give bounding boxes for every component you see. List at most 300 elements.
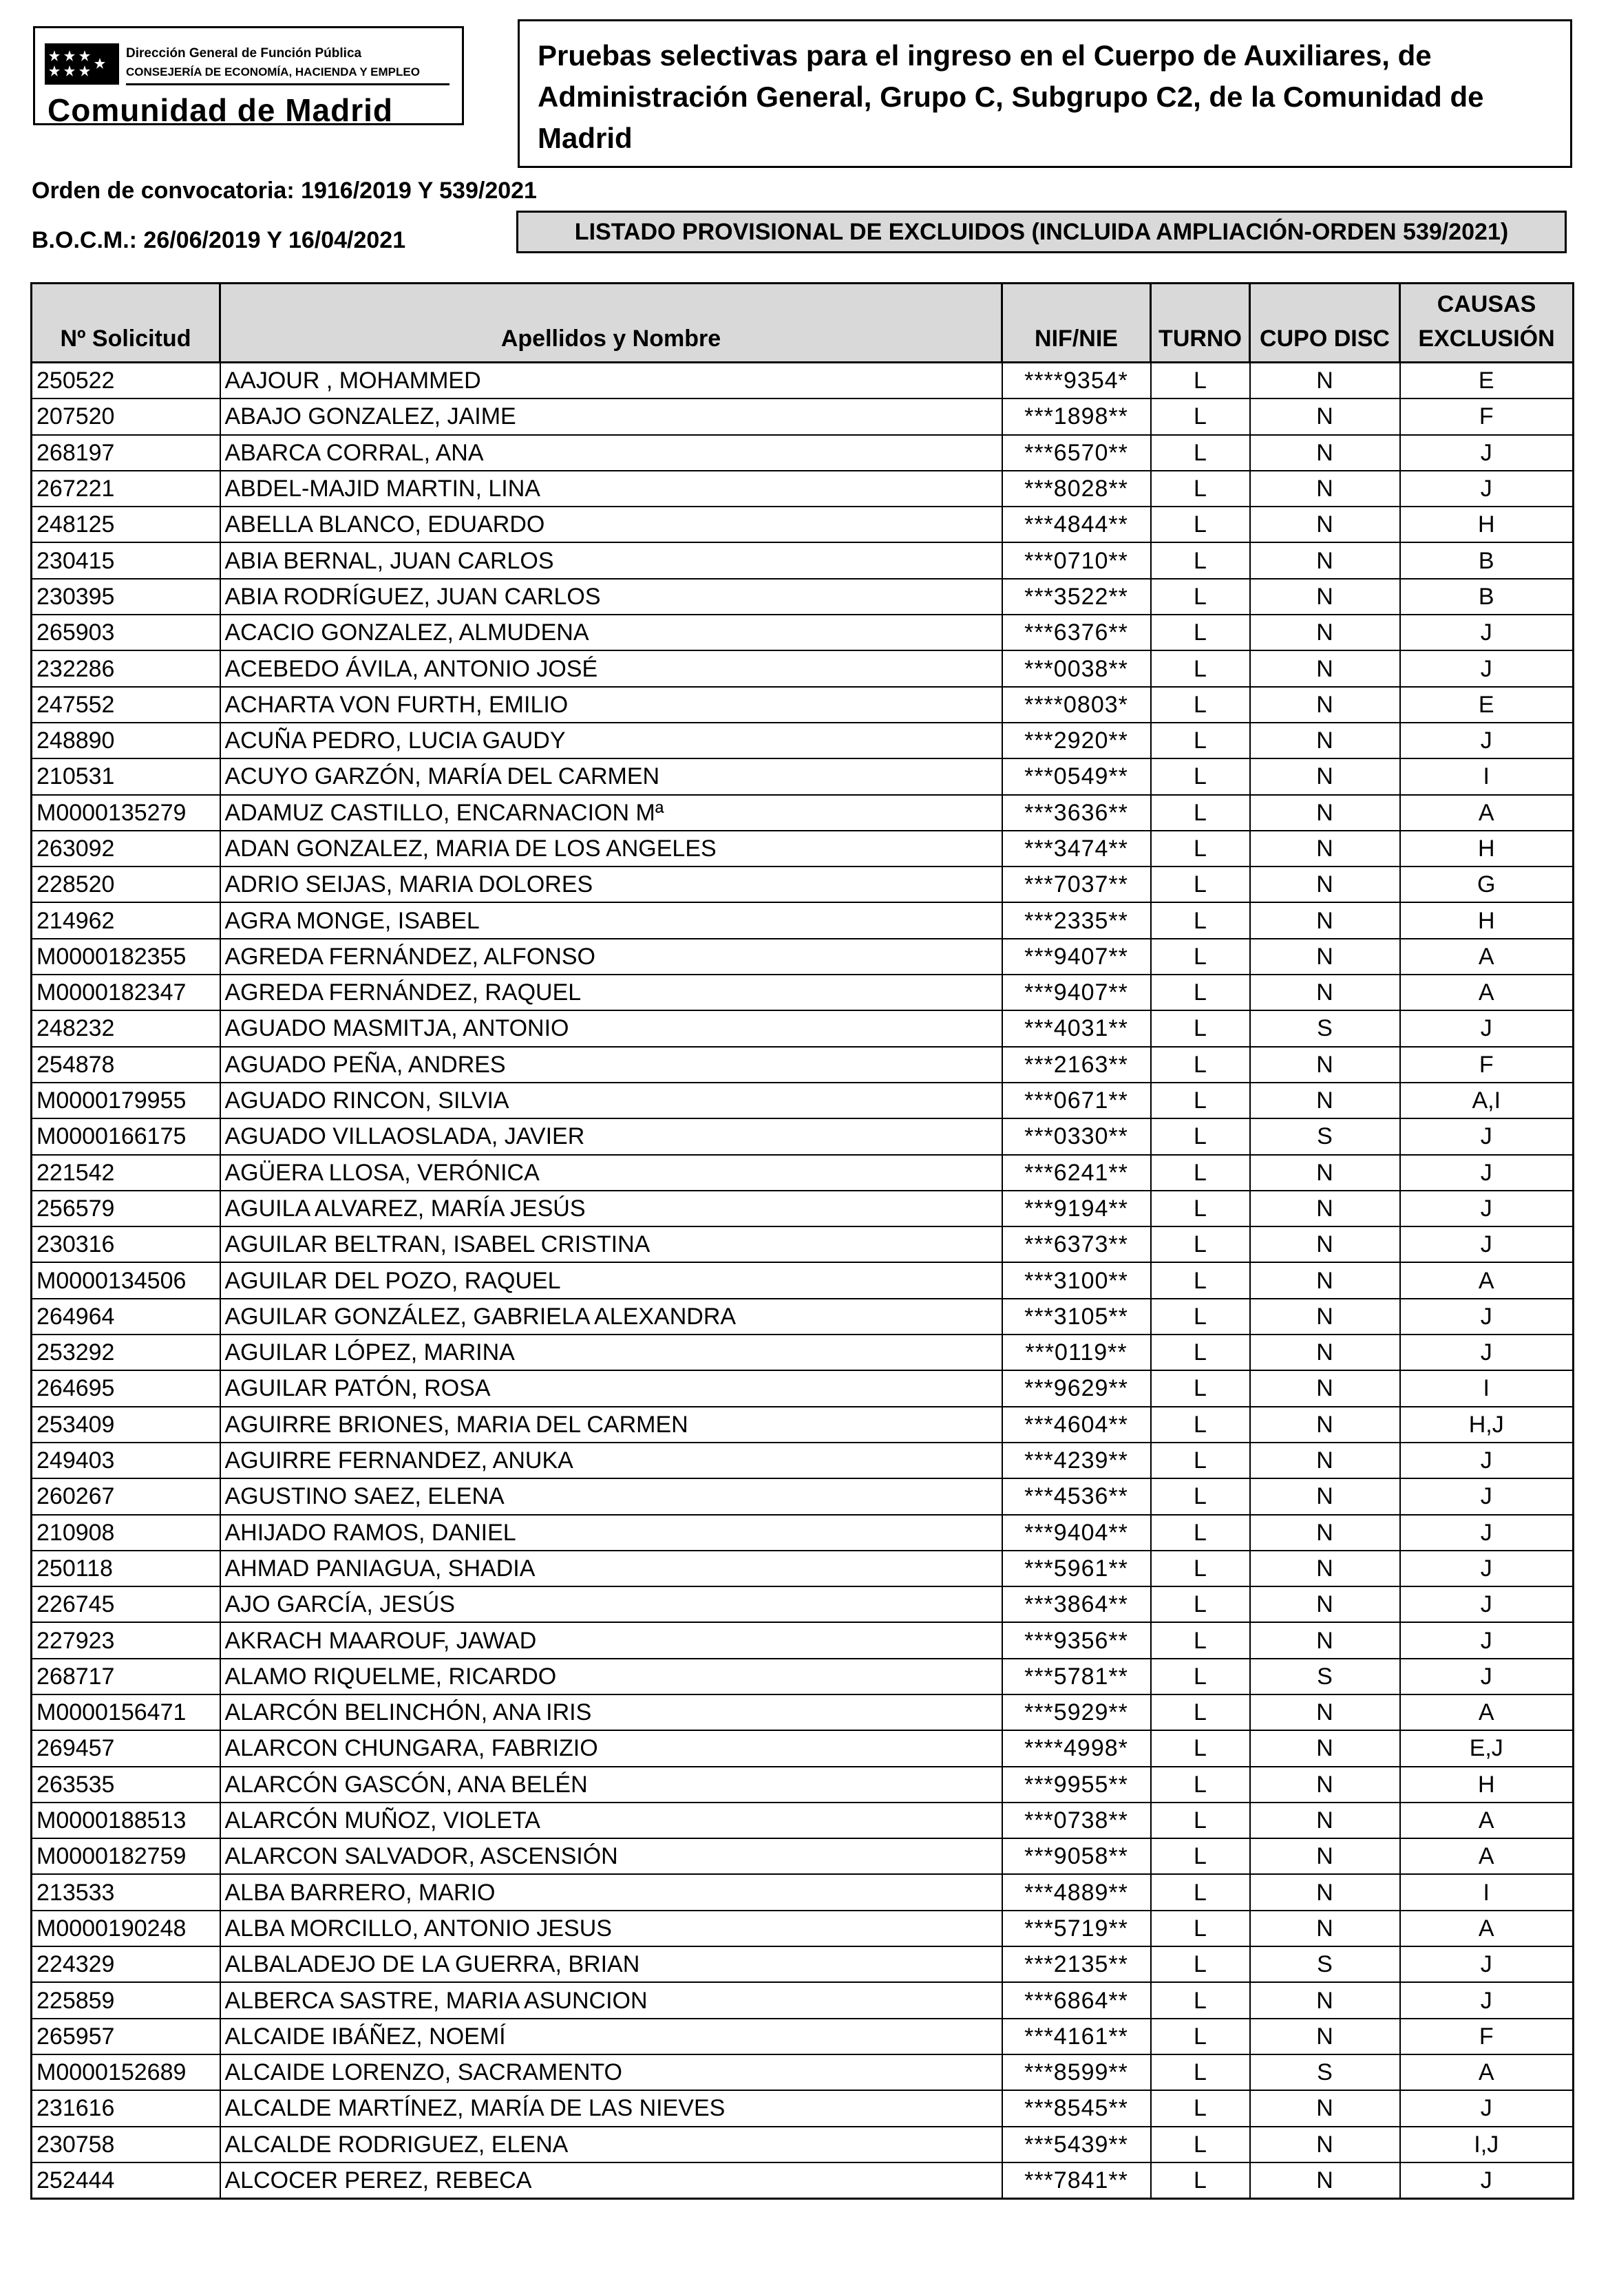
cell-nif: ***5781** bbox=[1002, 1659, 1151, 1694]
cell-solicitud: 249403 bbox=[32, 1443, 220, 1478]
cell-turno: L bbox=[1151, 1335, 1250, 1370]
cell-turno: L bbox=[1151, 650, 1250, 686]
cell-causa: J bbox=[1400, 650, 1574, 686]
cell-nombre: AGUADO PEÑA, ANDRES bbox=[220, 1047, 1002, 1083]
cell-nif: ****4998* bbox=[1002, 1730, 1151, 1766]
cell-turno: L bbox=[1151, 1299, 1250, 1335]
cell-nombre: ACUÑA PEDRO, LUCIA GAUDY bbox=[220, 723, 1002, 758]
cell-turno: L bbox=[1151, 1515, 1250, 1551]
cell-turno: L bbox=[1151, 1478, 1250, 1514]
cell-causa: A bbox=[1400, 1838, 1574, 1874]
header-nombre: Apellidos y Nombre bbox=[220, 284, 1002, 363]
cell-turno: L bbox=[1151, 1443, 1250, 1478]
cell-turno: L bbox=[1151, 1407, 1250, 1443]
table-row bbox=[32, 1010, 1574, 1046]
logo-direccion: Dirección General de Función Pública bbox=[126, 46, 362, 61]
cell-solicitud: 225859 bbox=[32, 1982, 220, 2018]
cell-nif: ***4889** bbox=[1002, 1874, 1151, 1910]
cell-causa: J bbox=[1400, 1515, 1574, 1551]
cell-causa: A bbox=[1400, 1694, 1574, 1730]
cell-causa: J bbox=[1400, 1443, 1574, 1478]
cell-solicitud: 230415 bbox=[32, 542, 220, 578]
table-row bbox=[32, 507, 1574, 542]
cell-causa: J bbox=[1400, 1335, 1574, 1370]
cell-cupo: N bbox=[1250, 1443, 1400, 1478]
table-row bbox=[32, 2162, 1574, 2199]
table-row bbox=[32, 2090, 1574, 2126]
cell-turno: L bbox=[1151, 723, 1250, 758]
cell-nombre: ACUYO GARZÓN, MARÍA DEL CARMEN bbox=[220, 758, 1002, 794]
cell-nif: ***9407** bbox=[1002, 939, 1151, 975]
cell-solicitud: 263092 bbox=[32, 831, 220, 867]
cell-nif: ***2920** bbox=[1002, 723, 1151, 758]
cell-causa: F bbox=[1400, 1047, 1574, 1083]
cell-cupo: N bbox=[1250, 1262, 1400, 1298]
cell-nif: ***3105** bbox=[1002, 1299, 1151, 1335]
cell-nif: ***4161** bbox=[1002, 2019, 1151, 2054]
cell-turno: L bbox=[1151, 795, 1250, 831]
cell-cupo: N bbox=[1250, 1911, 1400, 1946]
table-row bbox=[32, 1407, 1574, 1443]
cell-nif: ***9356** bbox=[1002, 1622, 1151, 1658]
cell-turno: L bbox=[1151, 1262, 1250, 1298]
cell-solicitud: 253409 bbox=[32, 1407, 220, 1443]
cell-nif: ***3100** bbox=[1002, 1262, 1151, 1298]
cell-cupo: N bbox=[1250, 1551, 1400, 1586]
cell-nombre: ABIA RODRÍGUEZ, JUAN CARLOS bbox=[220, 579, 1002, 615]
cell-causa: G bbox=[1400, 867, 1574, 902]
cell-turno: L bbox=[1151, 867, 1250, 902]
cell-nif: ***6376** bbox=[1002, 615, 1151, 650]
cell-solicitud: 210908 bbox=[32, 1515, 220, 1551]
cell-nif: ***2335** bbox=[1002, 902, 1151, 938]
cell-nif: ***8599** bbox=[1002, 2054, 1151, 2090]
cell-nombre: ADAN GONZALEZ, MARIA DE LOS ANGELES bbox=[220, 831, 1002, 867]
cell-cupo: N bbox=[1250, 939, 1400, 975]
cell-turno: L bbox=[1151, 1911, 1250, 1946]
cell-nombre: AGRA MONGE, ISABEL bbox=[220, 902, 1002, 938]
cell-nif: ***9404** bbox=[1002, 1515, 1151, 1551]
cell-nombre: AGREDA FERNÁNDEZ, RAQUEL bbox=[220, 975, 1002, 1010]
cell-cupo: N bbox=[1250, 1586, 1400, 1622]
cell-nombre: AKRACH MAAROUF, JAWAD bbox=[220, 1622, 1002, 1658]
header-turno: TURNO bbox=[1151, 284, 1250, 363]
cell-nif: ****9354* bbox=[1002, 363, 1151, 399]
table-row bbox=[32, 1982, 1574, 2018]
cell-causa: H,J bbox=[1400, 1407, 1574, 1443]
cell-nif: ***7841** bbox=[1002, 2162, 1151, 2199]
table-row bbox=[32, 1586, 1574, 1622]
cell-causa: J bbox=[1400, 1946, 1574, 1982]
cell-turno: L bbox=[1151, 1694, 1250, 1730]
cell-nif: ***6373** bbox=[1002, 1226, 1151, 1262]
cell-turno: L bbox=[1151, 1118, 1250, 1154]
cell-nif: ***2163** bbox=[1002, 1047, 1151, 1083]
cell-solicitud: 231616 bbox=[32, 2090, 220, 2126]
cell-solicitud: 265957 bbox=[32, 2019, 220, 2054]
cell-nombre: AHMAD PANIAGUA, SHADIA bbox=[220, 1551, 1002, 1586]
table-row bbox=[32, 1335, 1574, 1370]
cell-nif: ***5961** bbox=[1002, 1551, 1151, 1586]
cell-nif: ***6241** bbox=[1002, 1155, 1151, 1191]
cell-cupo: N bbox=[1250, 1155, 1400, 1191]
cell-solicitud: 254878 bbox=[32, 1047, 220, 1083]
cell-nif: ***2135** bbox=[1002, 1946, 1151, 1982]
cell-turno: L bbox=[1151, 2054, 1250, 2090]
cell-nif: ***3474** bbox=[1002, 831, 1151, 867]
cell-turno: L bbox=[1151, 2162, 1250, 2199]
cell-solicitud: M0000179955 bbox=[32, 1083, 220, 1118]
cell-nombre: ALBA BARRERO, MARIO bbox=[220, 1874, 1002, 1910]
cell-causa: J bbox=[1400, 1659, 1574, 1694]
cell-nombre: ALCAIDE IBÁÑEZ, NOEMÍ bbox=[220, 2019, 1002, 2054]
cell-solicitud: 207520 bbox=[32, 398, 220, 434]
cell-nif: ***0671** bbox=[1002, 1083, 1151, 1118]
table-row bbox=[32, 2127, 1574, 2162]
cell-nombre: ACACIO GONZALEZ, ALMUDENA bbox=[220, 615, 1002, 650]
table-row bbox=[32, 723, 1574, 758]
cell-cupo: N bbox=[1250, 2090, 1400, 2126]
cell-cupo: N bbox=[1250, 542, 1400, 578]
cell-turno: L bbox=[1151, 615, 1250, 650]
cell-causa: E bbox=[1400, 363, 1574, 399]
cell-cupo: N bbox=[1250, 1335, 1400, 1370]
cell-turno: L bbox=[1151, 363, 1250, 399]
cell-turno: L bbox=[1151, 542, 1250, 578]
cell-turno: L bbox=[1151, 2019, 1250, 2054]
cell-causa: J bbox=[1400, 1982, 1574, 2018]
cell-turno: L bbox=[1151, 1946, 1250, 1982]
cell-causa: J bbox=[1400, 1586, 1574, 1622]
cell-turno: L bbox=[1151, 1659, 1250, 1694]
cell-nif: ***7037** bbox=[1002, 867, 1151, 902]
cell-nif: ***6864** bbox=[1002, 1982, 1151, 2018]
cell-causa: A bbox=[1400, 1262, 1574, 1298]
listado-title: LISTADO PROVISIONAL DE EXCLUIDOS (INCLUIDA AMPLIACIÓN-ORDEN 539/2021) bbox=[516, 211, 1567, 253]
cell-solicitud: 252444 bbox=[32, 2162, 220, 2199]
header-cupo: CUPO DISC bbox=[1250, 284, 1400, 363]
cell-cupo: N bbox=[1250, 1226, 1400, 1262]
table-row bbox=[32, 687, 1574, 723]
cell-nif: ***6570** bbox=[1002, 435, 1151, 471]
cell-solicitud: 224329 bbox=[32, 1946, 220, 1982]
cell-causa: A bbox=[1400, 1803, 1574, 1838]
cell-turno: L bbox=[1151, 758, 1250, 794]
excluidos-table bbox=[30, 282, 1574, 2200]
cell-nombre: ALCAIDE LORENZO, SACRAMENTO bbox=[220, 2054, 1002, 2090]
cell-turno: L bbox=[1151, 1622, 1250, 1658]
table-row bbox=[32, 1299, 1574, 1335]
table-row bbox=[32, 1911, 1574, 1946]
cell-nombre: ALARCÓN BELINCHÓN, ANA IRIS bbox=[220, 1694, 1002, 1730]
cell-cupo: N bbox=[1250, 471, 1400, 507]
cell-causa: A bbox=[1400, 939, 1574, 975]
cell-solicitud: 256579 bbox=[32, 1191, 220, 1226]
cell-nif: ***9407** bbox=[1002, 975, 1151, 1010]
cell-nombre: AGUIRRE BRIONES, MARIA DEL CARMEN bbox=[220, 1407, 1002, 1443]
cell-nombre: AGUADO VILLAOSLADA, JAVIER bbox=[220, 1118, 1002, 1154]
table-row bbox=[32, 1515, 1574, 1551]
cell-causa: J bbox=[1400, 1299, 1574, 1335]
cell-solicitud: 221542 bbox=[32, 1155, 220, 1191]
table-row bbox=[32, 867, 1574, 902]
cell-causa: A bbox=[1400, 1911, 1574, 1946]
cell-nif: ***5929** bbox=[1002, 1694, 1151, 1730]
header-causas-line2: EXCLUSIÓN bbox=[1418, 326, 1555, 352]
cell-nif: ***8545** bbox=[1002, 2090, 1151, 2126]
cell-nombre: AGUILAR BELTRAN, ISABEL CRISTINA bbox=[220, 1226, 1002, 1262]
cell-causa: J bbox=[1400, 2162, 1574, 2199]
cell-turno: L bbox=[1151, 2127, 1250, 2162]
cell-nif: ***5719** bbox=[1002, 1911, 1151, 1946]
cell-nombre: ABDEL-MAJID MARTIN, LINA bbox=[220, 471, 1002, 507]
logo-divider bbox=[126, 83, 449, 85]
cell-solicitud: M0000182759 bbox=[32, 1838, 220, 1874]
cell-turno: L bbox=[1151, 507, 1250, 542]
cell-turno: L bbox=[1151, 831, 1250, 867]
table-row bbox=[32, 1370, 1574, 1406]
table-row bbox=[32, 939, 1574, 975]
cell-turno: L bbox=[1151, 1586, 1250, 1622]
cell-nombre: ABELLA BLANCO, EDUARDO bbox=[220, 507, 1002, 542]
cell-solicitud: 250118 bbox=[32, 1551, 220, 1586]
table-row bbox=[32, 758, 1574, 794]
cell-turno: L bbox=[1151, 1047, 1250, 1083]
cell-nombre: ALARCON SALVADOR, ASCENSIÓN bbox=[220, 1838, 1002, 1874]
table-row bbox=[32, 650, 1574, 686]
cell-turno: L bbox=[1151, 939, 1250, 975]
cell-causa: H bbox=[1400, 902, 1574, 938]
cell-causa: E,J bbox=[1400, 1730, 1574, 1766]
cell-cupo: N bbox=[1250, 867, 1400, 902]
cell-causa: J bbox=[1400, 471, 1574, 507]
cell-cupo: N bbox=[1250, 1370, 1400, 1406]
cell-causa: J bbox=[1400, 1622, 1574, 1658]
cell-nombre: AGUSTINO SAEZ, ELENA bbox=[220, 1478, 1002, 1514]
cell-causa: J bbox=[1400, 1226, 1574, 1262]
cell-causa: E bbox=[1400, 687, 1574, 723]
header-solicitud: Nº Solicitud bbox=[32, 284, 220, 363]
cell-causa: A bbox=[1400, 975, 1574, 1010]
document-title: Pruebas selectivas para el ingreso en el Cuerpo de Auxiliares, de Administración General, Grupo C, Subgrupo C2, de la Comunidad de Madrid bbox=[518, 19, 1572, 168]
cell-nif: ***0330** bbox=[1002, 1118, 1151, 1154]
table-row bbox=[32, 1155, 1574, 1191]
cell-cupo: N bbox=[1250, 1694, 1400, 1730]
cell-nif: ***0549** bbox=[1002, 758, 1151, 794]
cell-causa: B bbox=[1400, 579, 1574, 615]
table-row bbox=[32, 615, 1574, 650]
table-row bbox=[32, 1191, 1574, 1226]
cell-solicitud: M0000182347 bbox=[32, 975, 220, 1010]
cell-cupo: N bbox=[1250, 1047, 1400, 1083]
cell-nif: ***9629** bbox=[1002, 1370, 1151, 1406]
cell-causa: J bbox=[1400, 1155, 1574, 1191]
cell-solicitud: 269457 bbox=[32, 1730, 220, 1766]
cell-causa: F bbox=[1400, 398, 1574, 434]
cell-nombre: ALBERCA SASTRE, MARIA ASUNCION bbox=[220, 1982, 1002, 2018]
cell-cupo: N bbox=[1250, 615, 1400, 650]
cell-nif: ***4031** bbox=[1002, 1010, 1151, 1046]
cell-causa: J bbox=[1400, 1551, 1574, 1586]
cell-nif: ***4239** bbox=[1002, 1443, 1151, 1478]
table-row bbox=[32, 2019, 1574, 2054]
table-row bbox=[32, 1118, 1574, 1154]
table-row bbox=[32, 1946, 1574, 1982]
cell-turno: L bbox=[1151, 1730, 1250, 1766]
cell-nombre: ALAMO RIQUELME, RICARDO bbox=[220, 1659, 1002, 1694]
cell-nombre: ABIA BERNAL, JUAN CARLOS bbox=[220, 542, 1002, 578]
cell-turno: L bbox=[1151, 902, 1250, 938]
cell-cupo: N bbox=[1250, 1515, 1400, 1551]
cell-cupo: N bbox=[1250, 1803, 1400, 1838]
cell-turno: L bbox=[1151, 1838, 1250, 1874]
cell-causa: I bbox=[1400, 1874, 1574, 1910]
table-row bbox=[32, 1767, 1574, 1803]
cell-nombre: ABARCA CORRAL, ANA bbox=[220, 435, 1002, 471]
table-row bbox=[32, 1622, 1574, 1658]
cell-solicitud: 230758 bbox=[32, 2127, 220, 2162]
cell-nombre: AHIJADO RAMOS, DANIEL bbox=[220, 1515, 1002, 1551]
table-row bbox=[32, 363, 1574, 399]
madrid-stars-icon bbox=[45, 43, 119, 85]
table-row bbox=[32, 1262, 1574, 1298]
cell-cupo: N bbox=[1250, 1299, 1400, 1335]
cell-cupo: S bbox=[1250, 1010, 1400, 1046]
header-nif: NIF/NIE bbox=[1002, 284, 1151, 363]
cell-solicitud: 210531 bbox=[32, 758, 220, 794]
cell-solicitud: M0000166175 bbox=[32, 1118, 220, 1154]
header-causas-line1: CAUSAS bbox=[1437, 291, 1536, 317]
cell-nif: ***0119** bbox=[1002, 1335, 1151, 1370]
cell-nif: ***3636** bbox=[1002, 795, 1151, 831]
cell-nif: ***3522** bbox=[1002, 579, 1151, 615]
cell-cupo: N bbox=[1250, 758, 1400, 794]
cell-solicitud: M0000182355 bbox=[32, 939, 220, 975]
cell-turno: L bbox=[1151, 1155, 1250, 1191]
cell-solicitud: M0000190248 bbox=[32, 1911, 220, 1946]
cell-causa: J bbox=[1400, 435, 1574, 471]
table-row bbox=[32, 975, 1574, 1010]
cell-nombre: AAJOUR , MOHAMMED bbox=[220, 363, 1002, 399]
cell-nif: ***5439** bbox=[1002, 2127, 1151, 2162]
header-causas bbox=[1400, 284, 1574, 363]
cell-nif: ***8028** bbox=[1002, 471, 1151, 507]
cell-solicitud: 264964 bbox=[32, 1299, 220, 1335]
table-header-row bbox=[32, 284, 1574, 363]
cell-cupo: N bbox=[1250, 1874, 1400, 1910]
table-row bbox=[32, 398, 1574, 434]
cell-turno: L bbox=[1151, 579, 1250, 615]
cell-solicitud: 230395 bbox=[32, 579, 220, 615]
cell-cupo: N bbox=[1250, 1730, 1400, 1766]
cell-causa: A bbox=[1400, 2054, 1574, 2090]
cell-cupo: N bbox=[1250, 1982, 1400, 2018]
cell-causa: J bbox=[1400, 1118, 1574, 1154]
cell-turno: L bbox=[1151, 398, 1250, 434]
cell-nif: ****0803* bbox=[1002, 687, 1151, 723]
cell-cupo: S bbox=[1250, 1659, 1400, 1694]
cell-causa: F bbox=[1400, 2019, 1574, 2054]
cell-nombre: ABAJO GONZALEZ, JAIME bbox=[220, 398, 1002, 434]
cell-nombre: ALBA MORCILLO, ANTONIO JESUS bbox=[220, 1911, 1002, 1946]
cell-solicitud: M0000156471 bbox=[32, 1694, 220, 1730]
cell-nif: ***0738** bbox=[1002, 1803, 1151, 1838]
cell-solicitud: 260267 bbox=[32, 1478, 220, 1514]
cell-solicitud: 214962 bbox=[32, 902, 220, 938]
cell-turno: L bbox=[1151, 435, 1250, 471]
cell-nombre: ALCALDE MARTÍNEZ, MARÍA DE LAS NIEVES bbox=[220, 2090, 1002, 2126]
cell-nif: ***1898** bbox=[1002, 398, 1151, 434]
cell-cupo: S bbox=[1250, 1946, 1400, 1982]
cell-solicitud: 232286 bbox=[32, 650, 220, 686]
cell-turno: L bbox=[1151, 1083, 1250, 1118]
logo-comunidad-madrid bbox=[33, 26, 464, 128]
cell-causa: J bbox=[1400, 1010, 1574, 1046]
cell-solicitud: 265903 bbox=[32, 615, 220, 650]
cell-causa: H bbox=[1400, 1767, 1574, 1803]
cell-causa: J bbox=[1400, 1478, 1574, 1514]
table-row bbox=[32, 1478, 1574, 1514]
table-row bbox=[32, 1730, 1574, 1766]
bocm-dates: B.O.C.M.: 26/06/2019 Y 16/04/2021 bbox=[32, 227, 406, 253]
cell-turno: L bbox=[1151, 1191, 1250, 1226]
cell-cupo: N bbox=[1250, 723, 1400, 758]
cell-causa: J bbox=[1400, 723, 1574, 758]
cell-nombre: ALARCON CHUNGARA, FABRIZIO bbox=[220, 1730, 1002, 1766]
cell-cupo: S bbox=[1250, 1118, 1400, 1154]
cell-solicitud: M0000134506 bbox=[32, 1262, 220, 1298]
cell-solicitud: 268717 bbox=[32, 1659, 220, 1694]
cell-causa: A bbox=[1400, 795, 1574, 831]
cell-cupo: N bbox=[1250, 650, 1400, 686]
cell-nombre: AGÜERA LLOSA, VERÓNICA bbox=[220, 1155, 1002, 1191]
cell-turno: L bbox=[1151, 1370, 1250, 1406]
cell-nif: ***0038** bbox=[1002, 650, 1151, 686]
cell-causa: J bbox=[1400, 2090, 1574, 2126]
cell-nombre: AGUILAR LÓPEZ, MARINA bbox=[220, 1335, 1002, 1370]
cell-cupo: N bbox=[1250, 398, 1400, 434]
cell-solicitud: 264695 bbox=[32, 1370, 220, 1406]
cell-solicitud: 248890 bbox=[32, 723, 220, 758]
cell-solicitud: 213533 bbox=[32, 1874, 220, 1910]
cell-nombre: AGUADO RINCON, SILVIA bbox=[220, 1083, 1002, 1118]
cell-nombre: ADRIO SEIJAS, MARIA DOLORES bbox=[220, 867, 1002, 902]
cell-nombre: AGUILAR GONZÁLEZ, GABRIELA ALEXANDRA bbox=[220, 1299, 1002, 1335]
cell-turno: L bbox=[1151, 1551, 1250, 1586]
cell-solicitud: 250522 bbox=[32, 363, 220, 399]
table-row bbox=[32, 795, 1574, 831]
cell-solicitud: 263535 bbox=[32, 1767, 220, 1803]
cell-turno: L bbox=[1151, 1982, 1250, 2018]
logo-consejeria: CONSEJERÍA DE ECONOMÍA, HACIENDA Y EMPLEO bbox=[126, 65, 420, 78]
cell-causa: H bbox=[1400, 831, 1574, 867]
cell-cupo: N bbox=[1250, 1191, 1400, 1226]
cell-nif: ***0710** bbox=[1002, 542, 1151, 578]
cell-cupo: N bbox=[1250, 902, 1400, 938]
cell-turno: L bbox=[1151, 1010, 1250, 1046]
cell-cupo: N bbox=[1250, 2162, 1400, 2199]
cell-causa: J bbox=[1400, 1191, 1574, 1226]
cell-cupo: N bbox=[1250, 687, 1400, 723]
cell-nombre: ADAMUZ CASTILLO, ENCARNACION Mª bbox=[220, 795, 1002, 831]
cell-solicitud: 227923 bbox=[32, 1622, 220, 1658]
cell-cupo: S bbox=[1250, 2054, 1400, 2090]
cell-nombre: ACHARTA VON FURTH, EMILIO bbox=[220, 687, 1002, 723]
cell-cupo: N bbox=[1250, 2019, 1400, 2054]
cell-nif: ***9058** bbox=[1002, 1838, 1151, 1874]
cell-nombre: ACEBEDO ÁVILA, ANTONIO JOSÉ bbox=[220, 650, 1002, 686]
cell-nombre: ALARCÓN MUÑOZ, VIOLETA bbox=[220, 1803, 1002, 1838]
